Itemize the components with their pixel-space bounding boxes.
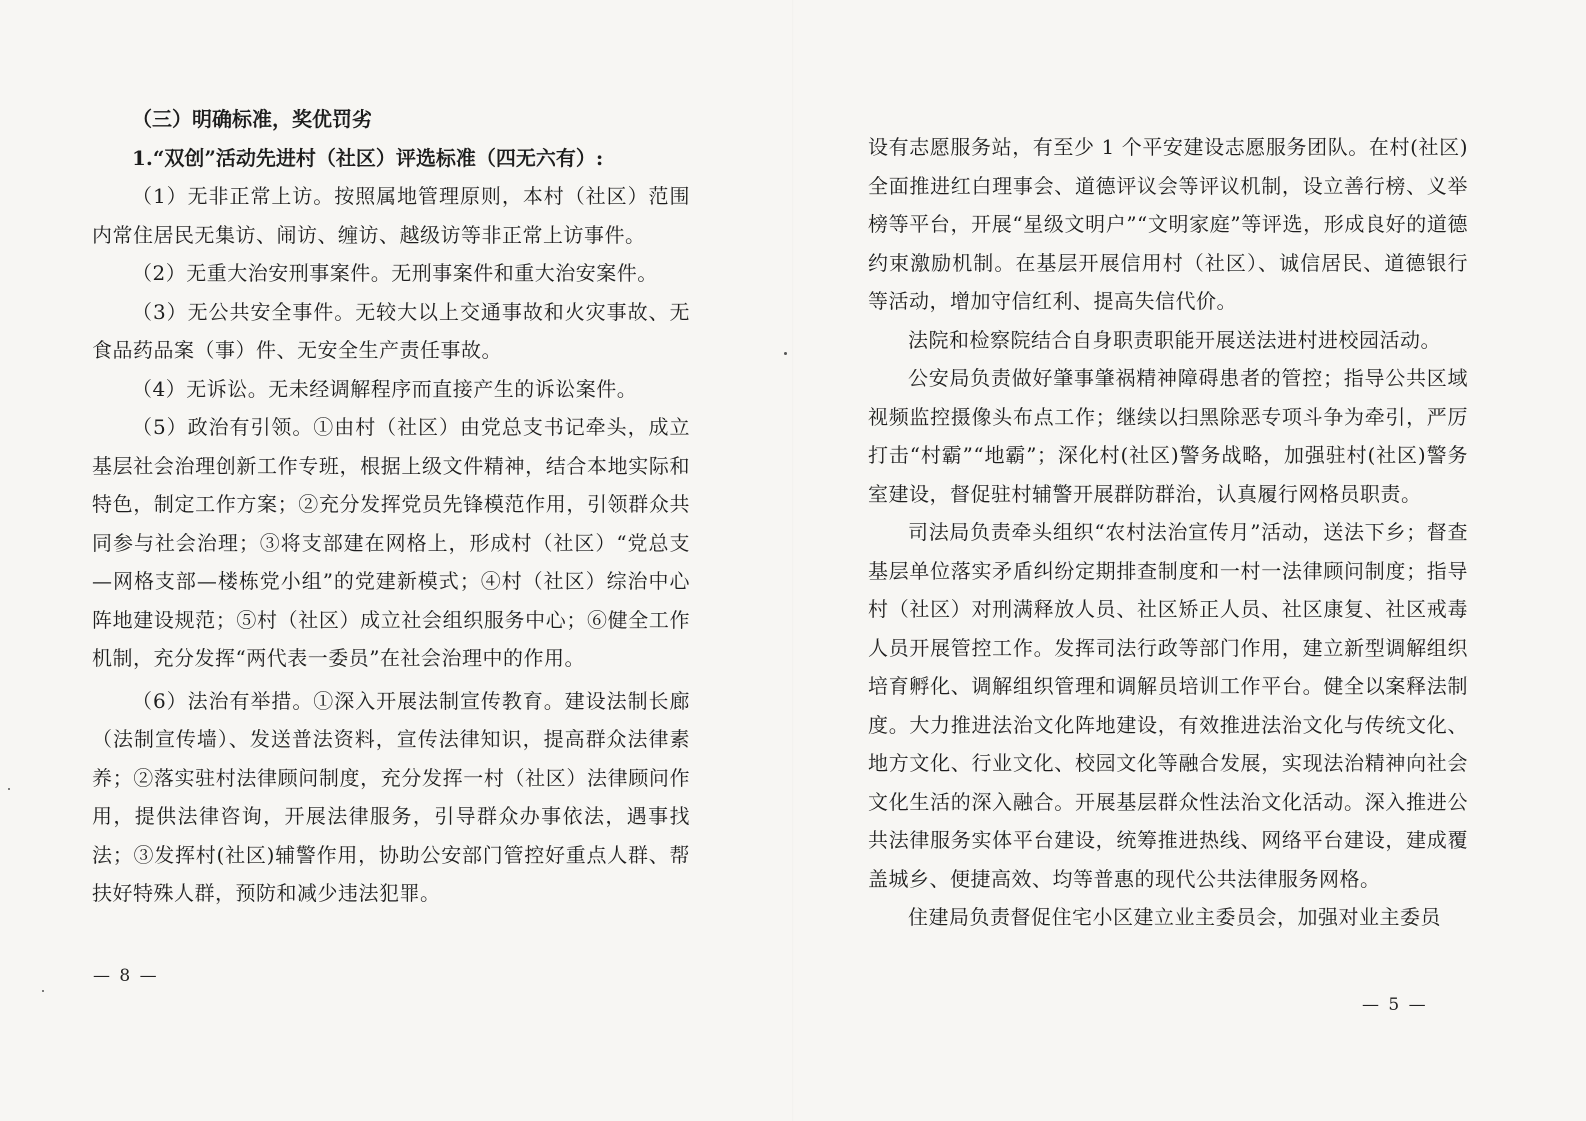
- scan-speck: [784, 352, 787, 355]
- scan-speck: [42, 990, 44, 992]
- sub-heading: 1.“双创”活动先进村（社区）评选标准（四无六有）:: [132, 145, 604, 170]
- criterion-4-paragraph: （4）无诉讼。无未经调解程序而直接产生的诉讼案件。: [132, 376, 638, 401]
- criterion-2-paragraph: （2）无重大治安刑事案件。无刑事案件和重大治安案件。: [132, 261, 658, 285]
- volunteer-continuation-paragraph: 设有志愿服务站，有至少 1 个平安建设志愿服务团队。在村(社区)全面推进红白理事会、道德评议会等评议机制，设立善行榜、义举榜等平台，开展“星级文明户”“文明家庭”等评选，形成良好的道德约束激励机制。在基层开展信用村（社区）、诚信居民、道德银行等活动，增加守信红利、提高失信代价。: [868, 135, 1468, 313]
- housing-bureau-paragraph: 住建局负责督促住宅小区建立业主委员会，加强对业主委员: [908, 905, 1441, 929]
- page-number-right: — 5 —: [1362, 995, 1428, 1015]
- page-number-left: — 8 —: [93, 966, 159, 986]
- criterion-6-paragraph: （6）法治有举措。①深入开展法制宣传教育。建设法制长廊（法制宣传墙）、发送普法资料，宣传法律知识，提高群众法律素养；②落实驻村法律顾问制度，充分发挥一村（社区）法律顾问作用，提供法律咨询，开展法律服务，引导群众办事依法，遇事找法；③发挥村(社区)辅警作用，协助公安部门管控好重点人群、帮扶好特殊人群，预防和减少违法犯罪。: [92, 688, 690, 905]
- right-page: [793, 0, 1586, 1121]
- right-text-column: [868, 128, 1468, 937]
- criterion-3-paragraph: （3）无公共安全事件。无较大以上交通事故和火灾事故、无食品药品案（事）件、无安全生产责任事故。: [92, 299, 690, 362]
- section-heading: （三）明确标准，奖优罚劣: [132, 107, 372, 131]
- justice-bureau-paragraph: 司法局负责牵头组织“农村法治宣传月”活动，送法下乡；督查基层单位落实矛盾纠纷定期排查制度和一村一法律顾问制度；指导村（社区）对刑满释放人员、社区矫正人员、社区康复、社区戒毒人员开展管控工作。发挥司法行政等部门作用，建立新型调解组织培育孵化、调解组织管理和调解员培训工作平台。健全以案释法制度。大力推进法治文化阵地建设，有效推进法治文化与传统文化、地方文化、行业文化、校园文化等融合发展，实现法治精神向社会文化生活的深入融合。开展基层群众性法治文化活动。深入推进公共法律服务实体平台建设，统筹推进热线、网络平台建设，建成覆盖城乡、便捷高效、均等普惠的现代公共法律服务网格。: [868, 520, 1468, 891]
- criterion-1-paragraph: （1）无非正常上访。按照属地管理原则，本村（社区）范围内常住居民无集访、闹访、缠访、越级访等非正常上访事件。: [92, 184, 690, 247]
- left-text-column: [92, 100, 690, 913]
- court-procuratorate-paragraph: 法院和检察院结合自身职责职能开展送法进村进校园活动。: [908, 327, 1441, 352]
- public-security-paragraph: 公安局负责做好肇事肇祸精神障碍患者的管控；指导公共区域视频监控摄像头布点工作；继续以扫黑除恶专项斗争为牵引，严厉打击“村霸”“地霸”；深化村(社区)警务战略，加强驻村(社区)警务室建设，督促驻村辅警开展群防群治，认真履行网格员职责。: [868, 366, 1468, 506]
- criterion-5-paragraph: （5）政治有引领。①由村（社区）由党总支书记牵头，成立基层社会治理创新工作专班，根据上级文件精神，结合本地实际和特色，制定工作方案；②充分发挥党员先锋模范作用，引领群众共同参与社会治理；③将支部建在网格上，形成村（社区）“党总支—网格支部—楼栋党小组”的党建新模式；④村（社区）综治中心阵地建设规范；⑤村（社区）成立社会组织服务中心；⑥健全工作机制，充分发挥“两代表一委员”在社会治理中的作用。: [92, 415, 690, 670]
- scan-speck: [8, 788, 10, 790]
